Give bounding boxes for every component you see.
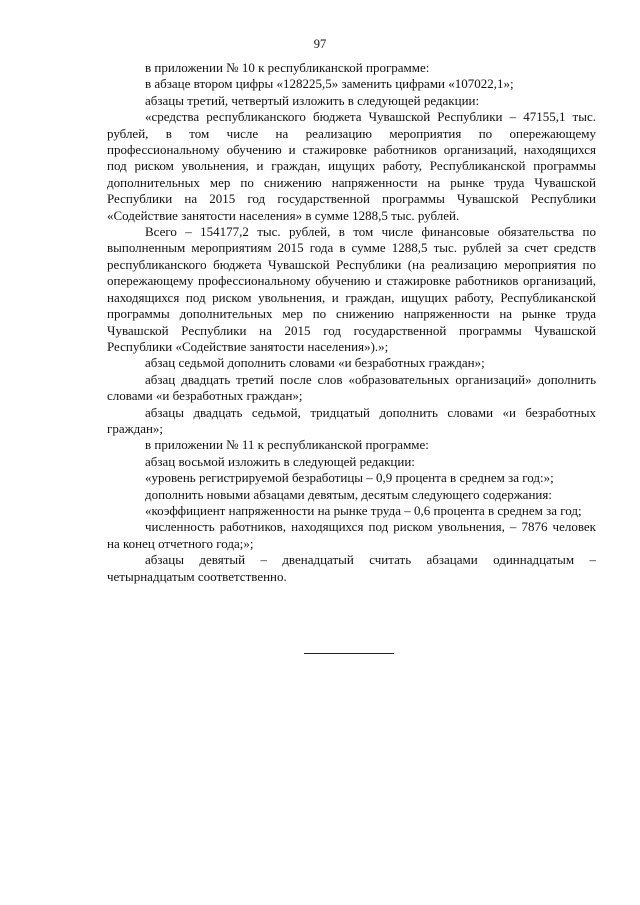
paragraph: «уровень регистрируемой безработицы – 0,9 процента в среднем за год:»; xyxy=(145,470,554,486)
paragraph: Всего – 154177,2 тыс. рублей, в том числе финансовые обязательства по выполненным мероприятиям 2015 года в сумме 1288,5 тыс. рублей за счет средств республиканского бюджета Чувашской Республики (на реализацию мероприятия по опережающему профессиональному обучению и стажировке работников организаций, находящихся под риском увольнения, и граждан, ищущих работу, Республиканской программы дополнительных мер по снижению напряженности на рынке труда Чувашской Республики на 2015 год государственной программы Чувашской Республики «Содействие занятости населения»).»; xyxy=(107,224,596,354)
paragraph: дополнить новыми абзацами девятым, десятым следующего содержания: xyxy=(145,486,552,502)
paragraph: абзацы девятый – двенадцатый считать абзацами одиннадцатым – четырнадцатым соответственно. xyxy=(107,552,596,584)
paragraph: абзац восьмой изложить в следующей редакции: xyxy=(145,453,415,469)
page-number: 97 xyxy=(313,37,327,51)
paragraph: «коэффициент напряженности на рынке труда – 0,6 процента в среднем за год; xyxy=(145,502,582,518)
paragraph: численность работников, находящихся под риском увольнения, – 7876 человек на конец отчетного года;»; xyxy=(107,519,596,551)
end-separator-line xyxy=(304,653,394,654)
paragraph: абзац двадцать третий после слов «образовательных организаций» дополнить словами «и безработных граждан»; xyxy=(107,371,596,404)
paragraph: в приложении № 11 к республиканской программе: xyxy=(145,437,429,453)
paragraph: в абзаце втором цифры «128225,5» заменить цифрами «107022,1»; xyxy=(145,76,514,92)
paragraph: абзацы двадцать седьмой, тридцатый дополнить словами «и безработных граждан»; xyxy=(107,404,596,436)
paragraph: «средства республиканского бюджета Чувашской Республики – 47155,1 тыс. рублей, в том числе на реализацию мероприятия по опережающему профессиональному обучению и стажировке работников организаций, находящихся под риском увольнения, и граждан, ищущих работу, Республиканской программы дополнительных мер по снижению напряженности на рынке труда Чувашской Республики на 2015 год государственной программы Чувашской Республики «Содействие занятости населения» в сумме 1288,5 тыс. рублей. xyxy=(107,109,596,223)
document-body xyxy=(107,60,596,585)
paragraph: абзацы третий, четвертый изложить в следующей редакции: xyxy=(145,92,480,108)
paragraph: в приложении № 10 к республиканской программе: xyxy=(145,60,430,75)
paragraph: абзац седьмой дополнить словами «и безработных граждан»; xyxy=(145,355,485,371)
